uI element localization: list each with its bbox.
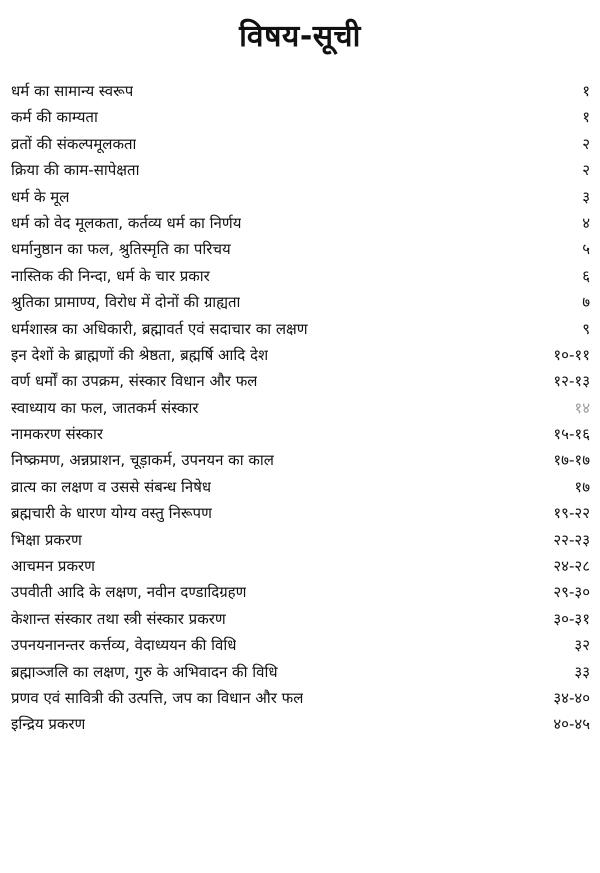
toc-entry <box>8 632 592 658</box>
toc-entry-topic: धर्मानुष्ठान का फल, श्रुतिस्मृति का परिचय <box>11 240 231 259</box>
toc-entry-topic: आचमन प्रकरण <box>11 557 95 576</box>
toc-entry <box>8 659 592 685</box>
toc-entry-topic: केशान्त संस्कार तथा स्त्री संस्कार प्रकरण <box>11 609 226 628</box>
toc-entry <box>8 606 592 632</box>
toc-entry-topic: ब्रह्माञ्जलि का लक्षण, गुरु के अभिवादन की विधि <box>11 662 278 681</box>
toc-entry-page-number: १०-११ <box>553 345 590 364</box>
toc-entry <box>8 316 592 342</box>
toc-entry-topic: स्वाध्याय का फल, जातकर्म संस्कार <box>11 398 199 417</box>
toc-entry <box>8 78 592 104</box>
toc-entry-page-number: ३४-४० <box>553 688 590 707</box>
toc-entry <box>8 579 592 605</box>
toc-entry-topic: नास्तिक की निन्दा, धर्म के चार प्रकार <box>11 266 210 285</box>
toc-entry-page-number: १७ <box>574 477 590 496</box>
toc-entry-page-number: ४ <box>582 213 590 232</box>
toc-entry-page-number: १९-२२ <box>553 504 590 523</box>
toc-entry-topic: इन्द्रिय प्रकरण <box>11 715 86 734</box>
toc-entry-topic: निष्क्रमण, अन्नप्राशन, चूड़ाकर्म, उपनयन का काल <box>11 451 274 470</box>
toc-entry <box>8 210 592 236</box>
toc-entry-page-number: २ <box>582 134 590 153</box>
toc-entry <box>8 236 592 262</box>
toc-entry-topic: कर्म की काम्यता <box>11 108 98 127</box>
toc-entry-topic: भिक्षा प्रकरण <box>11 530 82 549</box>
toc-entry-topic: प्रणव एवं सावित्री की उत्पत्ति, जप का विधान और फल <box>11 688 304 707</box>
toc-entry <box>8 131 592 157</box>
toc-entry-page-number: ७ <box>582 293 590 312</box>
toc-entry-page-number: ६ <box>582 266 590 285</box>
toc-entry-topic: ब्रह्मचारी के धारण योग्य वस्तु निरूपण <box>11 504 212 523</box>
toc-entry-page-number: २९-३० <box>553 583 590 602</box>
toc-entry <box>8 711 592 737</box>
toc-entry <box>8 289 592 315</box>
toc-entry <box>8 368 592 394</box>
toc-entry-topic: धर्म के मूल <box>11 187 70 206</box>
toc-entry <box>8 263 592 289</box>
toc-entry-page-number: ३२ <box>574 636 590 655</box>
toc-entry <box>8 104 592 130</box>
toc-entry-page-number: २२-२३ <box>553 530 590 549</box>
toc-entry-page-number: १ <box>582 108 590 127</box>
toc-entry-topic: उपनयनानन्तर कर्त्तव्य, वेदाध्ययन की विधि <box>11 636 237 655</box>
toc-entry <box>8 474 592 500</box>
toc-entry-page-number: ३०-३१ <box>553 609 590 628</box>
toc-entry-topic: इन देशों के ब्राह्मणों की श्रेष्ठता, ब्रह्मर्षि आदि देश <box>11 345 269 364</box>
toc-entry <box>8 685 592 711</box>
toc-entry-topic: व्रात्य का लक्षण व उससे संबन्ध निषेध <box>11 477 212 496</box>
toc-entry <box>8 184 592 210</box>
toc-entry-topic: नामकरण संस्कार <box>11 425 103 444</box>
toc-entry-page-number: १७-१७ <box>553 451 590 470</box>
toc-entry-topic: धर्म को वेद मूलकता, कर्तव्य धर्म का निर्णय <box>11 213 242 232</box>
toc-entry-page-number: ४०-४५ <box>553 715 590 734</box>
toc-entry-page-number: ५ <box>582 240 590 259</box>
toc-entry <box>8 500 592 526</box>
toc-entry-topic: धर्मशास्त्र का अधिकारी, ब्रह्मावर्त एवं सदाचार का लक्षण <box>11 319 308 338</box>
toc-entry-page-number: १४ <box>574 398 590 417</box>
toc-entry <box>8 447 592 473</box>
toc-entry-topic: क्रिया की काम-सापेक्षता <box>11 161 140 180</box>
toc-entry-page-number: १ <box>582 82 590 100</box>
toc-entry <box>8 421 592 447</box>
toc-entry-page-number: २४-२८ <box>553 557 590 576</box>
toc-entry-page-number: ९ <box>582 319 590 338</box>
toc-entry-page-number: ३३ <box>574 662 590 681</box>
toc-entry-page-number: १२-१३ <box>553 372 590 391</box>
toc-entry <box>8 342 592 368</box>
table-of-contents <box>8 78 592 738</box>
toc-entry <box>8 527 592 553</box>
toc-entry-topic: व्रतों की संकल्पमूलकता <box>11 134 137 153</box>
toc-entry <box>8 553 592 579</box>
toc-entry-topic: श्रुतिका प्रामाण्य, विरोध में दोनों की ग्राह्यता <box>11 293 241 312</box>
toc-entry-page-number: १५-१६ <box>553 425 590 444</box>
toc-entry-topic: वर्ण धर्मों का उपक्रम, संस्कार विधान और फल <box>11 372 258 391</box>
toc-entry-page-number: ३ <box>582 187 590 206</box>
toc-entry-topic: उपवीती आदि के लक्षण, नवीन दण्डादिग्रहण <box>11 583 247 602</box>
toc-entry <box>8 157 592 183</box>
toc-entry-page-number: २ <box>582 161 590 180</box>
page-title: विषय-सूची <box>239 19 361 54</box>
toc-entry-topic: धर्म का सामान्य स्वरूप <box>11 82 134 100</box>
toc-entry <box>8 395 592 421</box>
